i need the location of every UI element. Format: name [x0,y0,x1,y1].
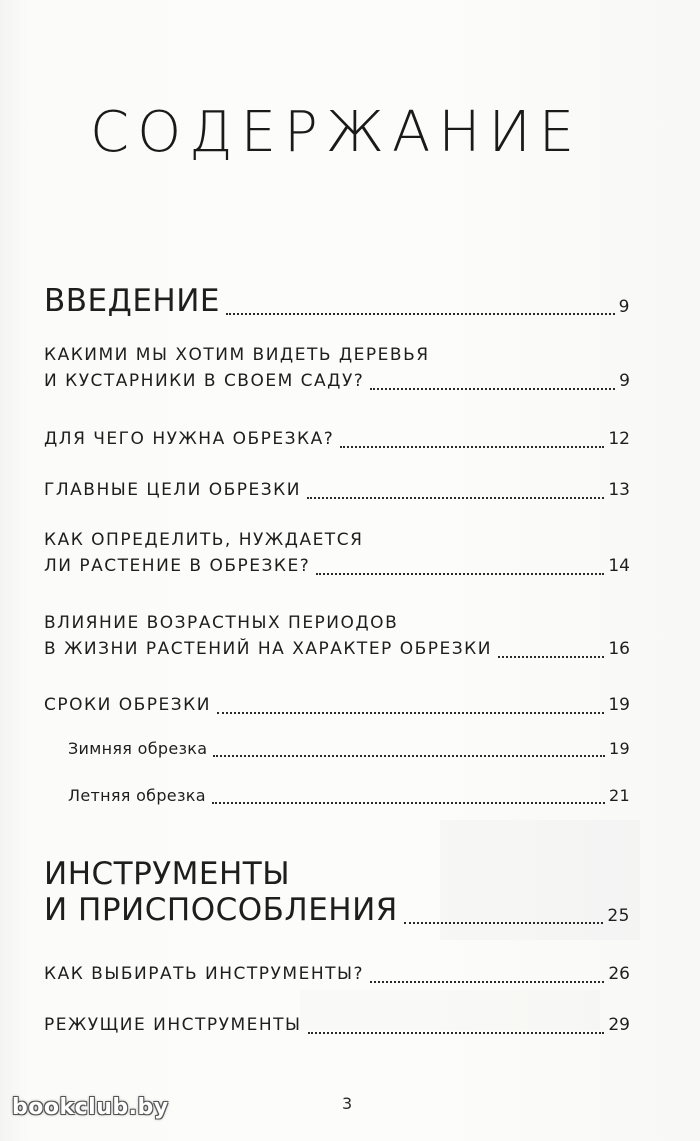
dot-leader [217,711,604,714]
toc-entry-page: 14 [608,556,630,576]
dot-leader [212,801,605,804]
toc-entry-title: ЛИ РАСТЕНИЕ В ОБРЕЗКЕ? [44,556,311,576]
toc-entry-page: 25 [607,906,630,926]
toc-entry-page: 13 [608,480,630,500]
toc-entry-page: 19 [609,739,630,758]
watermark-logo: bookclub.by [12,1095,169,1120]
dot-leader [404,921,604,924]
toc-section-pruning-timing[interactable] [44,692,630,718]
toc-entry-title: В ЖИЗНИ РАСТЕНИЙ НА ХАРАКТЕР ОБРЕЗКИ [44,639,492,659]
page-title: СОДЕРЖАНИЕ [90,100,583,165]
toc-entry-page: 12 [608,429,630,449]
toc-section-age-periods[interactable] [44,610,630,662]
toc-section-how-to-determine[interactable] [44,527,630,579]
toc-entry-title: КАК ВЫБИРАТЬ ИНСТРУМЕНТЫ? [44,964,365,984]
toc-entry-page: 26 [608,964,630,984]
dot-leader [213,754,605,757]
toc-entry-title: И КУСТАРНИКИ В СВОЕМ САДУ? [44,371,365,391]
toc-entry-title-line1: КАК ОПРЕДЕЛИТЬ, НУЖДАЕТСЯ [44,530,364,550]
page-number: 3 [342,1094,353,1113]
dot-leader [226,312,615,315]
dot-leader [308,1031,605,1034]
toc-entry-page: 21 [609,786,630,805]
toc-entry-title-line1: ВЛИЯНИЕ ВОЗРАСТНЫХ ПЕРИОДОВ [44,613,399,633]
toc-entry-page: 9 [619,371,630,391]
toc-section-why-pruning[interactable] [44,426,630,452]
toc-entry-page: 29 [608,1015,630,1035]
toc-entry-page: 16 [608,639,630,659]
dot-leader [370,980,604,983]
toc-entry-title: И ПРИСПОСОБЛЕНИЯ [44,892,398,928]
toc-subsection-summer-pruning[interactable] [44,784,630,808]
toc-subsection-winter-pruning[interactable] [44,737,630,761]
toc-entry-title: РЕЖУЩИЕ ИНСТРУМЕНТЫ [44,1015,302,1035]
toc-entry-title-line1: КАКИМИ МЫ ХОТИМ ВИДЕТЬ ДЕРЕВЬЯ [44,345,430,365]
toc-entry-title: ГЛАВНЫЕ ЦЕЛИ ОБРЕЗКИ [44,480,301,500]
dot-leader [316,572,604,575]
toc-entry-title: Летняя обрезка [68,786,206,805]
toc-entry-title: ВВЕДЕНИЕ [44,283,221,319]
toc-entry-title-line1: ИНСТРУМЕНТЫ [44,856,291,892]
toc-entry-title: Зимняя обрезка [68,739,208,758]
toc-chapter-introduction[interactable] [44,283,630,319]
toc-entry-page: 19 [608,695,630,715]
toc-section-choosing-tools[interactable] [44,961,630,987]
toc-entry-title: СРОКИ ОБРЕЗКИ [44,695,211,715]
toc-entry-page: 9 [618,297,630,317]
toc-entry-title: ДЛЯ ЧЕГО НУЖНА ОБРЕЗКА? [44,429,335,449]
dot-leader [340,445,604,448]
toc-section-desired-trees[interactable] [44,342,630,394]
toc-section-main-goals[interactable] [44,477,630,503]
toc-chapter-tools[interactable] [44,856,630,928]
dot-leader [370,387,615,390]
dot-leader [498,655,604,658]
toc-section-cutting-tools[interactable] [44,1012,630,1038]
dot-leader [307,496,604,499]
